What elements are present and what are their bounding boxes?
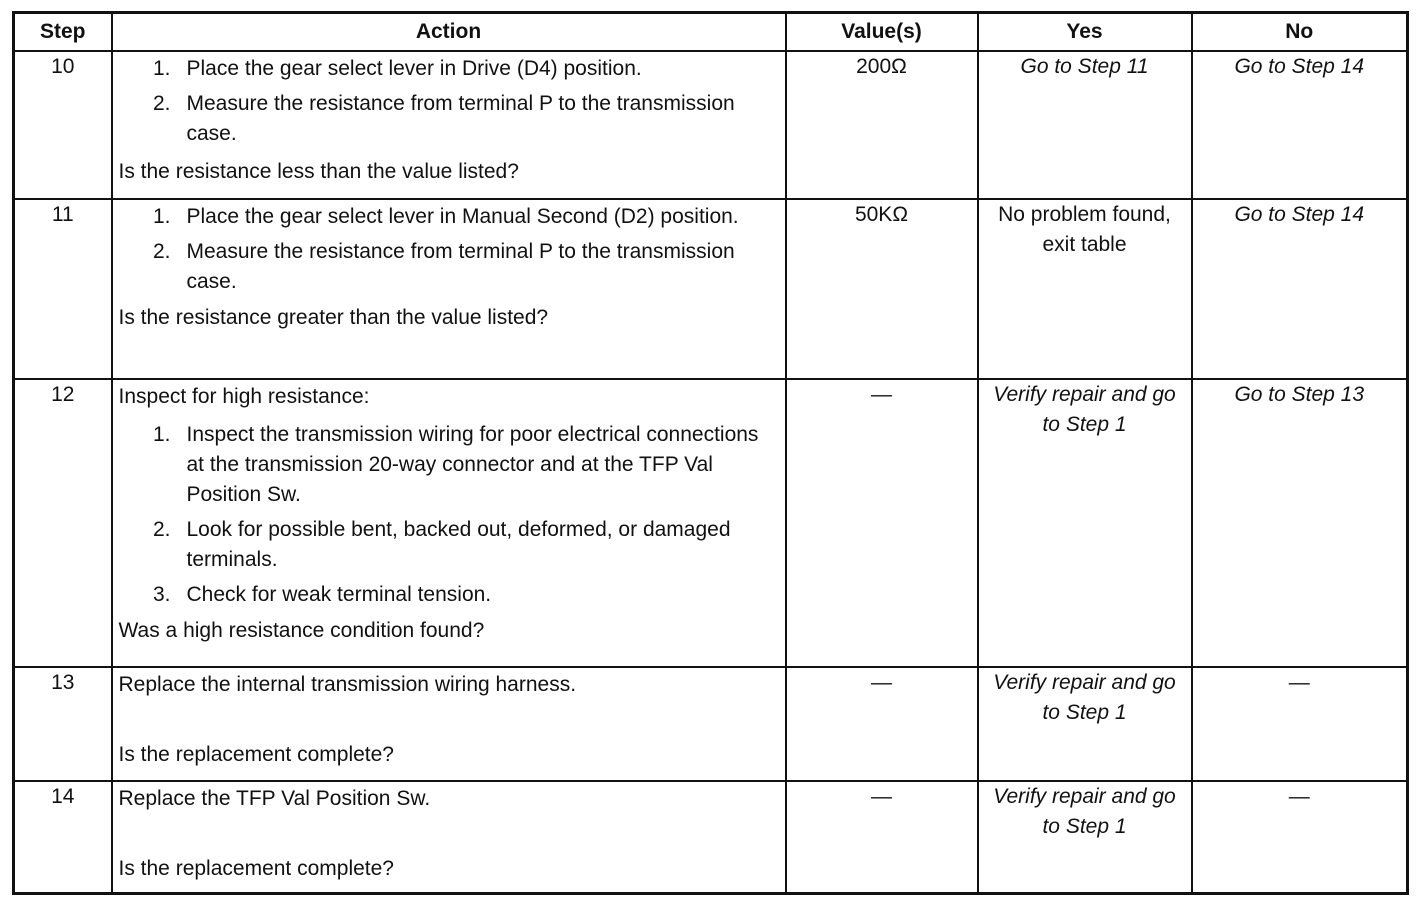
header-no: No — [1192, 13, 1408, 52]
step-number: 10 — [14, 51, 112, 199]
yes-cell: Verify repair and go to Step 1 — [978, 667, 1192, 781]
action-cell — [112, 667, 786, 781]
action-list — [119, 202, 777, 297]
action-question: Is the replacement complete? — [118, 857, 394, 880]
list-item: 1. Place the gear select lever in Manual Second (D2) position. — [152, 205, 739, 228]
yes-cell: Verify repair and go to Step 1 — [978, 379, 1192, 667]
header-step: Step — [14, 13, 112, 52]
value-cell: — — [786, 379, 978, 667]
value-cell: 50KΩ — [786, 199, 978, 379]
action-cell — [112, 199, 786, 379]
action-question: Was a high resistance condition found? — [118, 619, 485, 642]
value-cell: 200Ω — [786, 51, 978, 199]
action-list — [119, 54, 777, 149]
action-list — [119, 420, 777, 610]
action-intro: Replace the TFP Val Position Sw. — [118, 787, 431, 810]
value-cell: — — [786, 667, 978, 781]
action-question: Is the replacement complete? — [118, 743, 394, 766]
no-cell: Go to Step 14 — [1192, 199, 1408, 379]
header-action: Action — [112, 13, 786, 52]
action-intro: Replace the internal transmission wiring harness. — [118, 673, 577, 696]
step-number: 12 — [14, 379, 112, 667]
step-number: 13 — [14, 667, 112, 781]
table-row — [14, 51, 1408, 199]
list-item: 2. Measure the resistance from terminal P to the transmission case. — [152, 92, 735, 145]
header-yes: Yes — [978, 13, 1192, 52]
action-intro: Inspect for high resistance: — [118, 385, 370, 408]
action-question: Is the resistance less than the value listed? — [118, 160, 519, 183]
list-item: 2. Measure the resistance from terminal P to the transmission case. — [152, 240, 735, 293]
no-cell: Go to Step 13 — [1192, 379, 1408, 667]
list-item: 1. Inspect the transmission wiring for poor electrical connections at the transmission 20-way connector and at the TFP Val Position Sw. — [152, 423, 759, 506]
value-cell: — — [786, 781, 978, 893]
no-cell: Go to Step 14 — [1192, 51, 1408, 199]
table-row — [14, 667, 1408, 781]
list-item: 3. Check for weak terminal tension. — [152, 583, 492, 606]
action-cell — [112, 51, 786, 199]
yes-cell: Verify repair and go to Step 1 — [978, 781, 1192, 893]
list-item: 1. Place the gear select lever in Drive (D4) position. — [152, 57, 642, 80]
action-cell — [112, 781, 786, 893]
action-question: Is the resistance greater than the value listed? — [118, 306, 549, 329]
action-cell — [112, 379, 786, 667]
table-row — [14, 199, 1408, 379]
no-cell: — — [1192, 781, 1408, 893]
list-item: 2. Look for possible bent, backed out, deformed, or damaged terminals. — [152, 518, 731, 571]
header-values: Value(s) — [786, 13, 978, 52]
table-row — [14, 379, 1408, 667]
diagnostic-table — [12, 11, 1409, 895]
table-row — [14, 781, 1408, 893]
no-cell: — — [1192, 667, 1408, 781]
header-row — [14, 13, 1408, 52]
yes-cell: Go to Step 11 — [978, 51, 1192, 199]
step-number: 11 — [14, 199, 112, 379]
yes-cell: No problem found, exit table — [978, 199, 1192, 379]
step-number: 14 — [14, 781, 112, 893]
